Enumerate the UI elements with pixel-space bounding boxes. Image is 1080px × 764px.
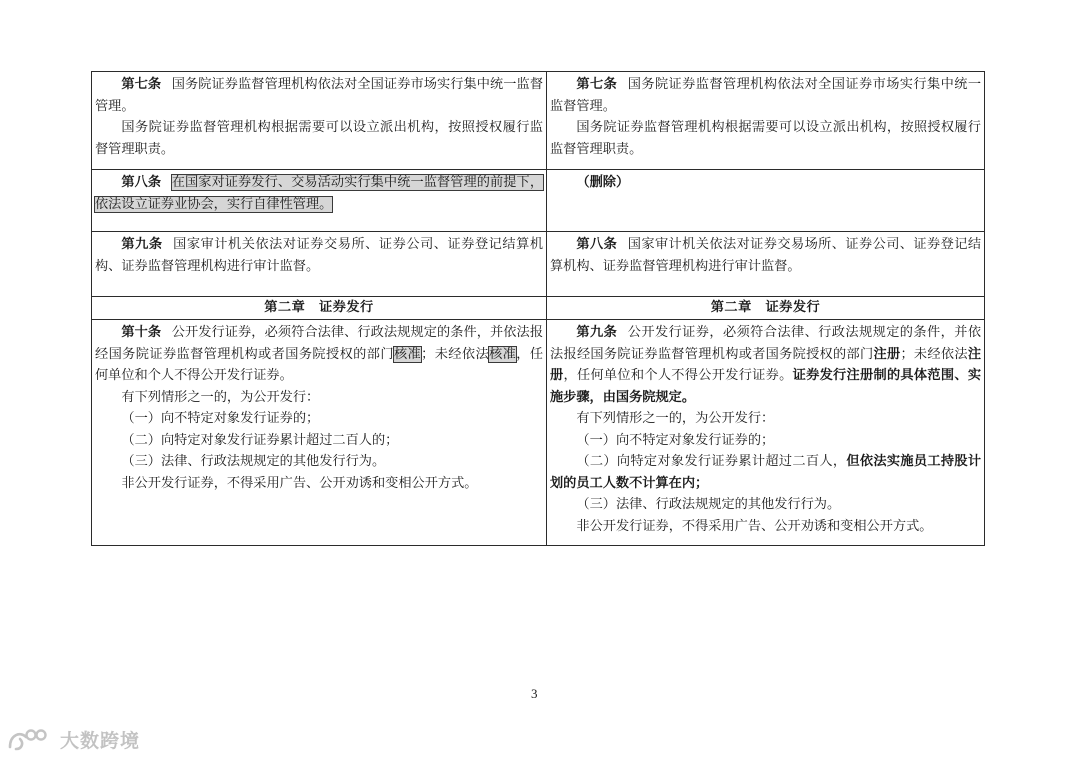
article-number: 第十条 [121, 325, 162, 340]
list-item: （一）向不特定对象发行证券的； [576, 432, 775, 448]
chapter-row [92, 297, 985, 320]
amended-text: 注册 [873, 346, 901, 362]
article-number: 第八条 [121, 175, 162, 190]
left-cell [92, 232, 547, 297]
article-paragraph: 国务院证券监督管理机构根据需要可以设立派出机构，按照授权履行监督管理职责。 [550, 120, 981, 157]
list-item: （三）法律、行政法规规定的其他发行行为。 [121, 454, 386, 469]
watermark-logo-icon [6, 727, 52, 753]
chapter-title-right: 第二章 证券发行 [547, 297, 985, 320]
left-cell: 第十条 公开发行证券，必须符合法律、行政法规规定的条件，并依法报经国务院证券监督管理机构或者国务院授权的部门核准；未经依法核准，任何单位和个人不得公开发行证券。 有下列情形之一的，为公开发行： （一）向不特定对象发行证券的； （二）向特定对象发行证券累计超过二百人的； （三）法律、行政法规规定的其他发行行为。 非公开发行证券，不得采用广告、公开劝诱和变相公开方式。 [92, 320, 547, 546]
highlighted-text: 在国家对证券发行、交易活动实行集中统一监督管理的前提下，依法设立证券业协会，实行自律性管理。 [95, 175, 544, 212]
article-number: 第七条 [121, 77, 162, 92]
article-number: 第九条 [576, 325, 618, 340]
article-text: 国务院证券监督管理机构依法对全国证券市场实行集中统一监督管理。 [550, 77, 982, 114]
amended-text: 注册 [550, 346, 982, 383]
right-cell [547, 232, 985, 297]
list-item: （二）向特定对象发行证券累计超过二百人，但依法实施员工持股计划的员工人数不计算在内； [550, 454, 982, 491]
table-row [92, 232, 985, 297]
deleted-marker: （删除） [576, 175, 630, 190]
article-text: 国务院证券监督管理机构依法对全国证券市场实行集中统一监督管理。 [95, 77, 544, 114]
list-item: （一）向不特定对象发行证券的； [121, 411, 320, 426]
table-row [92, 170, 985, 232]
article-number: 第八条 [576, 237, 618, 252]
article-text: 国家审计机关依法对证券交易所、证券公司、证券登记结算机构、证券监督管理机构进行审计监督。 [95, 237, 544, 274]
page-number: 3 [531, 686, 538, 701]
right-cell: 第九条 公开发行证券，必须符合法律、行政法规规定的条件，并依法报经国务院证券监督管理机构或者国务院授权的部门注册；未经依法注册，任何单位和个人不得公开发行证券。证券发行注册制的具体范围、实施步骤，由国务院规定。 有下列情形之一的，为公开发行： （一）向不特定对象发行证券的； （二）向特定对象发行证券累计超过二百人，但依法实施员工持股计划的员工人数不计算在内； （三）法律、行政法规规定的其他发行行为。 非公开发行证券，不得采用广告、公开劝诱和变相公开方式。 [547, 320, 985, 546]
article-number: 第七条 [576, 77, 618, 92]
article-text: 国家审计机关依法对证券交易场所、证券公司、证券登记结算机构、证券监督管理机构进行审计监督。 [550, 237, 982, 274]
list-item: （二）向特定对象发行证券累计超过二百人的； [121, 432, 399, 448]
right-cell [547, 72, 985, 170]
article-number: 第九条 [121, 237, 163, 252]
watermark [6, 726, 140, 753]
article-paragraph: 有下列情形之一的，为公开发行： [576, 411, 775, 426]
chapter-title-left: 第二章 证券发行 [92, 297, 547, 320]
right-cell [547, 170, 985, 232]
amended-text: 证券发行注册制的具体范围、实施步骤，由国务院规定。 [550, 368, 982, 405]
article-paragraph: 非公开发行证券，不得采用广告、公开劝诱和变相公开方式。 [121, 475, 478, 491]
watermark-text: 大数跨境 [60, 730, 141, 752]
highlighted-text: 核准 [393, 346, 422, 362]
article-paragraph: 非公开发行证券，不得采用广告、公开劝诱和变相公开方式。 [576, 518, 933, 534]
article-paragraph: 有下列情形之一的，为公开发行： [121, 389, 320, 405]
table-row [92, 72, 985, 170]
left-cell [92, 72, 547, 170]
highlighted-text: 核准 [489, 346, 517, 362]
left-cell [92, 170, 547, 232]
list-item: （三）法律、行政法规规定的其他发行行为。 [576, 497, 841, 512]
amended-text: 但依法实施员工持股计划的员工人数不计算在内； [550, 454, 982, 491]
article-paragraph: 国务院证券监督管理机构根据需要可以设立派出机构，按照授权履行监督管理职责。 [95, 120, 543, 157]
comparison-table [91, 71, 985, 546]
table-row [92, 320, 985, 546]
